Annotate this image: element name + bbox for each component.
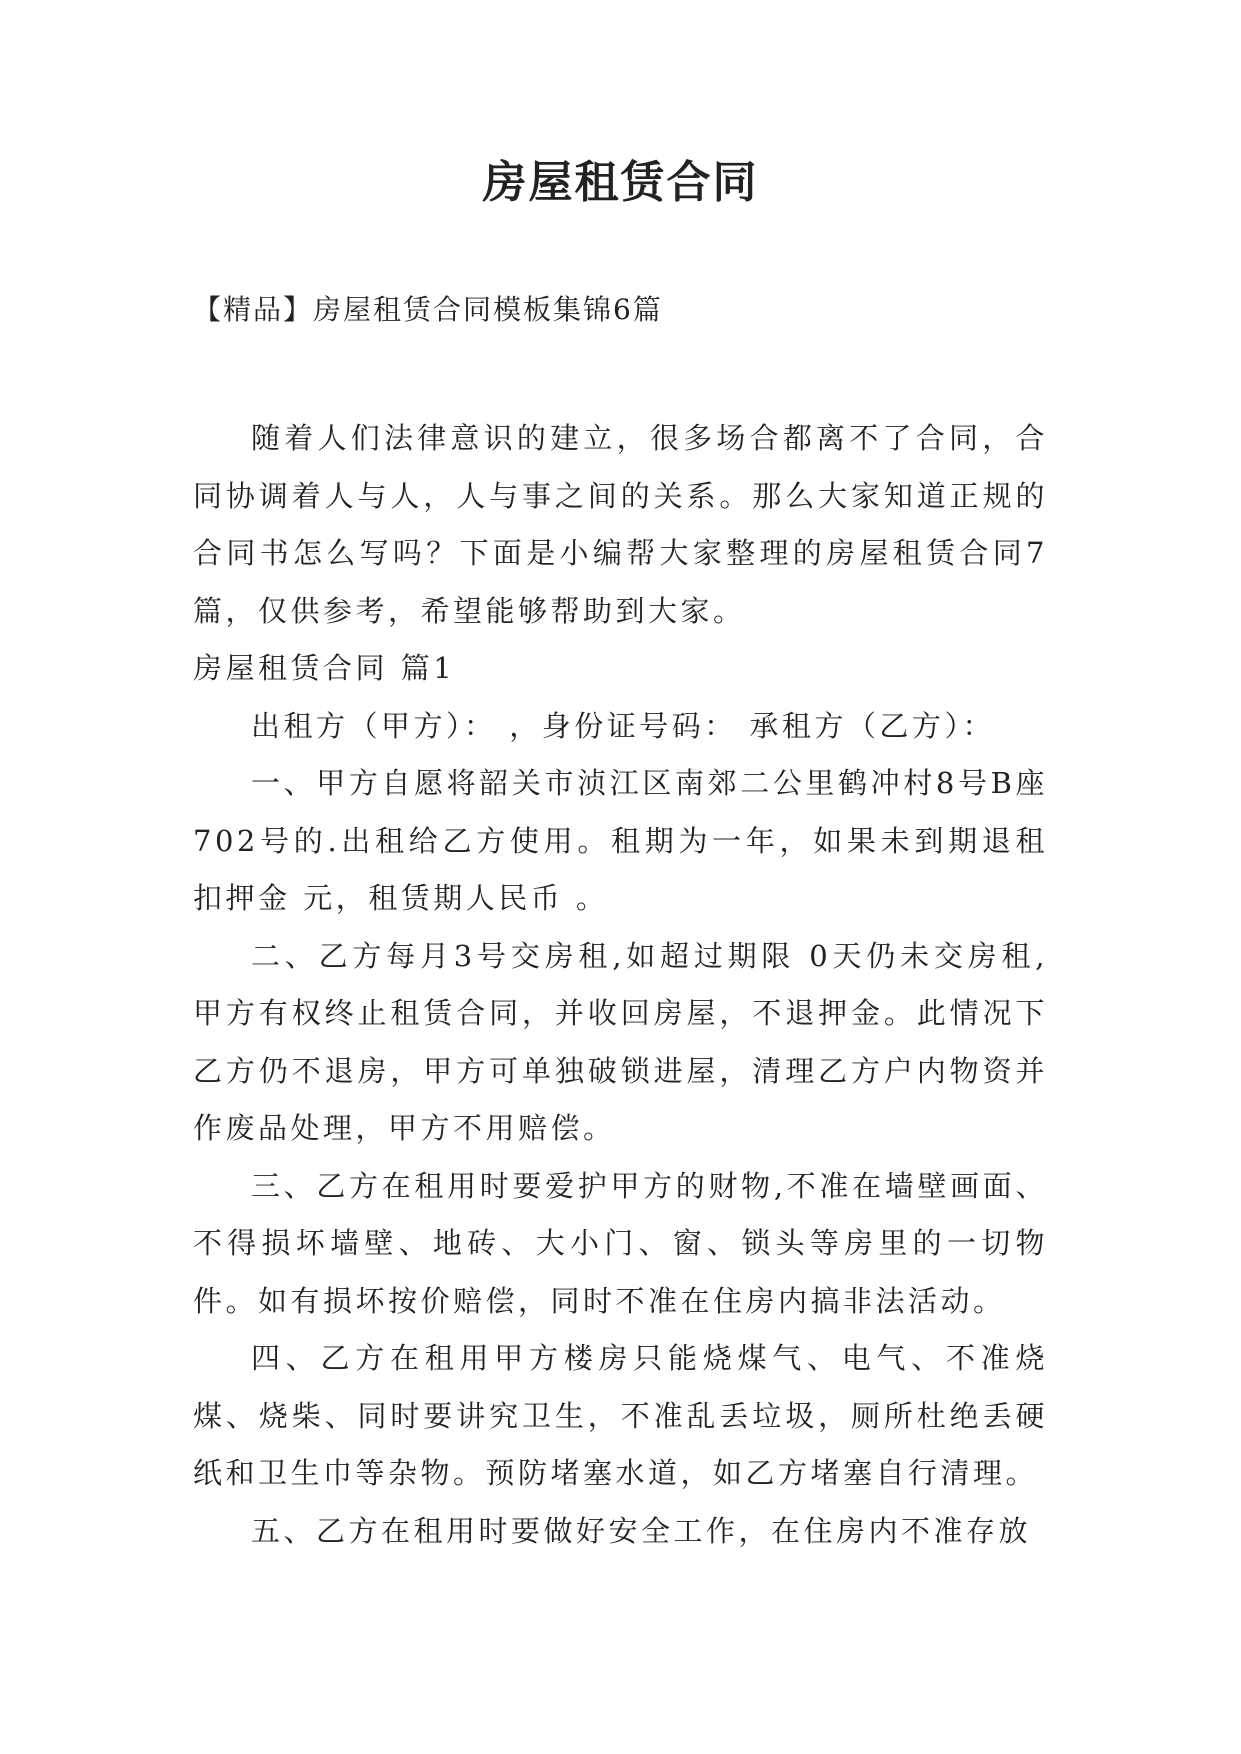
document-subtitle: 【精品】房屋租赁合同模板集锦6篇 (193, 293, 663, 326)
section-heading: 房屋租赁合同 篇1 (193, 651, 456, 685)
document-title: 房屋租赁合同 (482, 157, 759, 208)
intro-paragraph: 随着人们法律意识的建立，很多场合都离不了合同，合同协调着人与人，人与事之间的关系。那么大家知道正规的合同书怎么写吗？下面是小编帮大家整理的房屋租赁合同7篇，仅供参考，希望能够帮助到大家。 (193, 421, 1048, 628)
parties-line: 出租方（甲方）： ，身份证号码： 承租方（乙方）： (251, 708, 995, 743)
clause-paragraph: 四、乙方在租用甲方楼房只能烧煤气、电气、不准烧煤、烧柴、同时要讲究卫生，不准乱丢垃圾，厕所杜绝丢硬纸和卫生巾等杂物。预防堵塞水道，如乙方堵塞自行清理。 (193, 1341, 1048, 1490)
clause-paragraph: 三、乙方在租用时要爱护甲方的财物,不准在墙壁画面、不得损坏墙壁、地砖、大小门、窗、锁头等房里的一切物件。如有损坏按价赔偿，同时不准在住房内搞非法活动。 (193, 1168, 1048, 1318)
clause-paragraph: 一、甲方自愿将韶关市浈江区南郊二公里鹤冲村8号B座702号的.出租给乙方使用。租期为一年，如果未到期退租扣押金 元，租赁期人民币 。 (193, 766, 1048, 915)
document-body (193, 410, 1048, 1560)
clause-paragraph: 五、乙方在租用时要做好安全工作，在住房内不准存放 (251, 1513, 1032, 1548)
clause-paragraph: 二、乙方每月3号交房租,如超过期限 0天仍未交房租,甲方有权终止租赁合同，并收回房屋，不退押金。此情况下乙方仍不退房，甲方可单独破锁进屋，清理乙方户内物资并作废品处理，甲方不用赔偿。 (193, 938, 1048, 1145)
